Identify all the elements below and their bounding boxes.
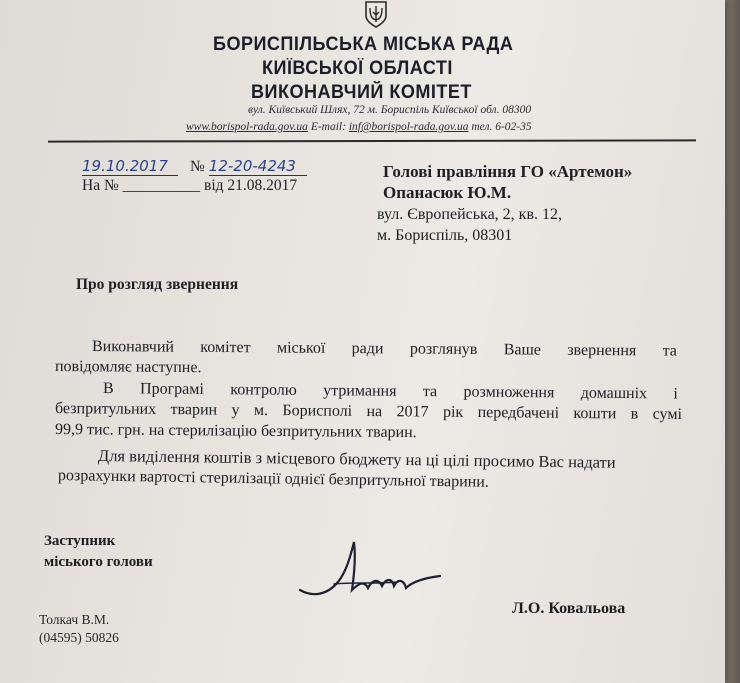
word: в: [630, 405, 639, 423]
word: ради: [351, 340, 384, 358]
reply-reference-line: [82, 177, 297, 195]
org-phone: тел. 6-02-35: [471, 121, 532, 133]
email-label: E-mail:: [310, 121, 346, 133]
org-website: www.borispol-rada.gov.ua: [186, 121, 308, 133]
word: Ваше: [503, 341, 541, 359]
word: і: [673, 385, 679, 403]
trident-emblem-icon: [358, 0, 394, 28]
org-address: вул. Київський Шлях, 72 м. Бориспіль Київської обл. 08300: [248, 104, 532, 116]
org-name-line2: КИЇВСЬКОЇ ОБЛАСТІ: [262, 58, 453, 79]
org-name-line1: БОРИСПІЛЬСЬКА МІСЬКА РАДА: [213, 34, 514, 55]
body-p2-line1: [103, 380, 678, 404]
word: комітет: [200, 338, 251, 357]
outgoing-date: 19.10.2017: [82, 157, 178, 176]
word: безпритульних: [54, 400, 157, 418]
letterhead-divider: [48, 139, 696, 142]
word: звернення: [567, 341, 637, 360]
recipient-title: Голові правління ГО «Артемон»: [383, 162, 633, 181]
word: Борисполі: [282, 402, 353, 420]
body-p2-line3: 99,9 тис. грн. на стерилізацію безпритульних тварин.: [54, 421, 417, 442]
org-name-line3: ВИКОНАВЧИЙ КОМІТЕТ: [251, 82, 472, 103]
number-label: №: [190, 158, 205, 175]
body-p1-line1: [92, 338, 677, 361]
org-email: inf@borispol-rada.gov.ua: [348, 121, 469, 133]
org-contacts: [186, 121, 532, 133]
reply-date: від 21.08.2017: [204, 177, 298, 194]
word: рік: [442, 403, 464, 421]
body-p1-line2: повідомляє наступне.: [54, 358, 202, 377]
reply-number: __________: [122, 177, 201, 194]
word: передбачені: [477, 404, 560, 422]
reply-label: На №: [82, 177, 119, 194]
executor-phone: (04595) 50826: [39, 630, 119, 645]
executor-name: Толкач В.М.: [39, 612, 110, 627]
word: контролю: [230, 381, 297, 399]
recipient-city: м. Бориспіль, 08301: [377, 227, 513, 244]
word: та: [662, 342, 678, 360]
recipient-name: Опанасюк Ю.М.: [383, 183, 512, 202]
word: Виконавчий: [91, 338, 175, 356]
signatory-position-line1: Заступник: [44, 533, 116, 549]
recipient-street: вул. Європейська, 2, кв. 12,: [377, 206, 562, 223]
signer-name: Л.О. Ковальова: [512, 600, 626, 617]
word: на: [366, 402, 383, 421]
word: домашніх: [580, 384, 648, 403]
word: та: [422, 383, 438, 401]
word: у: [231, 401, 240, 419]
word: утримання: [323, 382, 397, 400]
word: Програмі: [139, 380, 204, 398]
word: міської: [276, 339, 326, 357]
handwritten-signature-icon: [294, 528, 454, 608]
letter-subject: Про розгляд звернення: [76, 276, 239, 293]
word: тварин: [170, 401, 218, 419]
body-p2-line2: [55, 400, 682, 424]
word: кошти: [573, 404, 617, 423]
word: 2017: [396, 403, 429, 421]
word: В: [102, 380, 114, 398]
outgoing-number-line: [82, 157, 307, 176]
word: розглянув: [409, 340, 478, 359]
signatory-position-line2: міського голови: [44, 554, 153, 570]
outgoing-number: 12-20-4243: [209, 157, 307, 176]
word: сумі: [652, 405, 683, 424]
word: м.: [253, 401, 269, 420]
word: розмноження: [463, 383, 555, 402]
body-p3-line1: Для виділення коштів з місцевого бюджету на ці цілі просимо Вас надати: [97, 446, 616, 472]
body-p3-line2: розрахунки вартості стерилізації однієї безпритульної тварини.: [57, 467, 489, 491]
